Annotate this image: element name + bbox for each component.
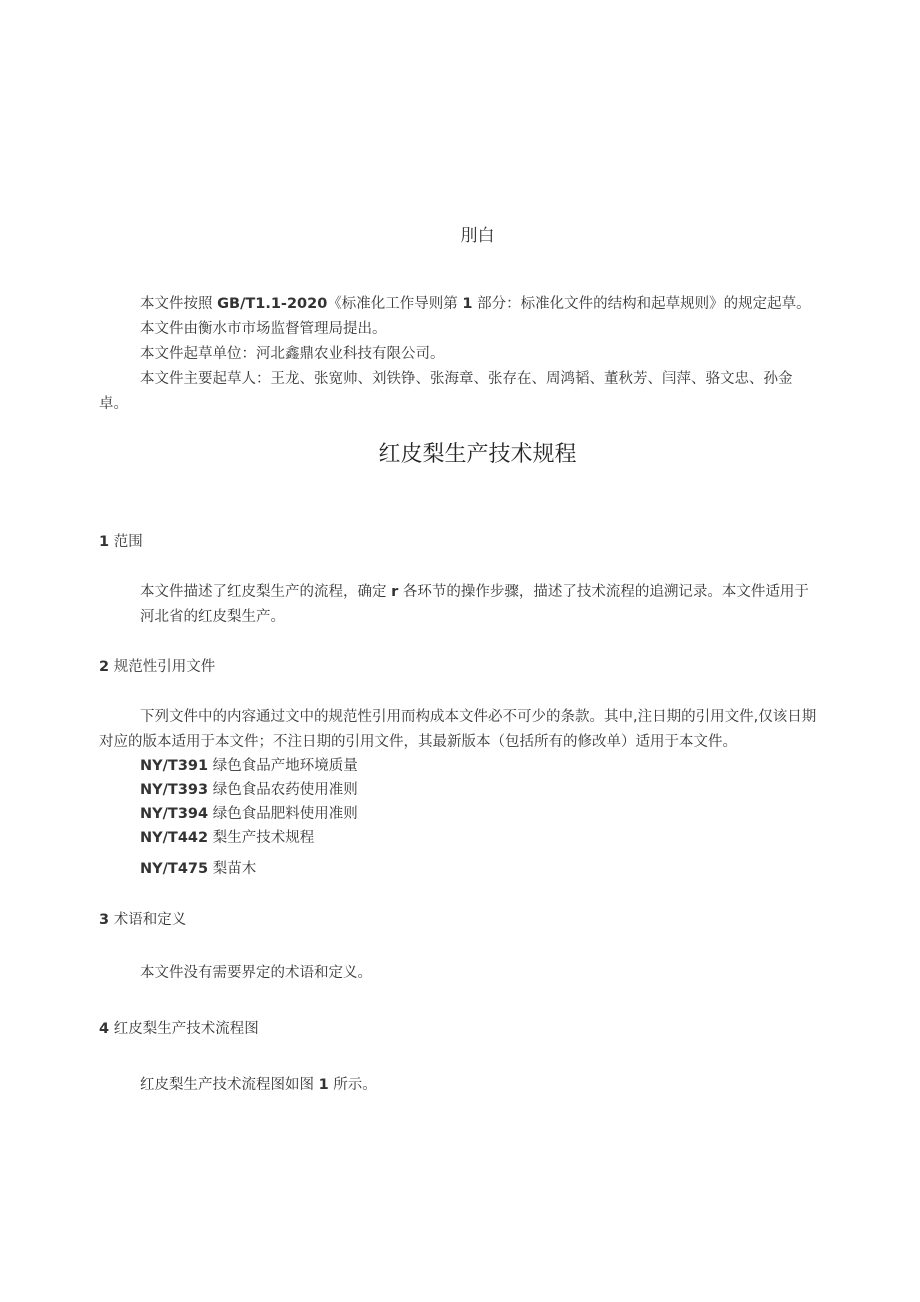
- section-3-title: 术语和定义: [109, 912, 187, 928]
- standard-code: GB/T1.1-2020: [217, 296, 328, 312]
- reference-title: 梨苗木: [208, 861, 257, 877]
- section-1-heading: [99, 530, 143, 554]
- section-1-paragraph-line2: 河北省的红皮梨生产。: [140, 609, 285, 625]
- preface-paragraph-3: 本文件起草单位：河北鑫鼎农业科技有限公司。: [140, 346, 445, 362]
- reference-code: NY/T394: [140, 806, 209, 822]
- reference-code: NY/T391: [140, 758, 209, 774]
- section-2-number: 2: [99, 659, 110, 675]
- preface-paragraph-4: 本文件主要起草人：王龙、张宽帅、刘铁铮、张海章、张存在、周鸿韬、董秋芳、闫萍、骆文忠、孙金: [140, 371, 793, 387]
- reference-title: 绿色食品农药使用准则: [208, 782, 358, 798]
- section-3-number: 3: [99, 912, 110, 928]
- section-1-r: r: [391, 584, 399, 600]
- preface-p1-post: 部分：标准化文件的结构和起草规则》的规定起草。: [472, 296, 811, 312]
- reference-code: NY/T475: [140, 861, 209, 877]
- section-2-heading: [99, 655, 215, 679]
- preface-paragraph-1: [140, 292, 811, 316]
- section-2-paragraph: 下列文件中的内容通过文中的规范性引用而构成本文件必不可少的条款。其中,注日期的引用文件,仅该日期: [140, 709, 817, 725]
- section-4-text-post: 所示。: [328, 1077, 377, 1093]
- section-1-paragraph: [140, 580, 809, 604]
- reference-code: NY/T393: [140, 782, 209, 798]
- section-1-number: 1: [99, 534, 110, 550]
- section-2-paragraph-line2: 对应的版本适用于本文件；不注日期的引用文件，其最新版本（包括所有的修改单）适用于本文件。: [99, 734, 737, 750]
- reference-item: [140, 826, 314, 850]
- preface-paragraph-4-cont: 卓。: [99, 396, 128, 412]
- section-4-number: 4: [99, 1021, 110, 1037]
- section-4-title: 红皮梨生产技术流程图: [109, 1021, 259, 1037]
- part-number: 1: [462, 296, 473, 312]
- section-2-title: 规范性引用文件: [109, 659, 216, 675]
- reference-title: 绿色食品肥料使用准则: [208, 806, 358, 822]
- section-3-paragraph: 本文件没有需要界定的术语和定义。: [140, 965, 372, 981]
- preface-p1-pre: 本文件按照: [140, 296, 218, 312]
- section-4-paragraph: [140, 1073, 377, 1097]
- document-title: 红皮梨生产技术规程: [378, 442, 577, 467]
- reference-item: [140, 857, 256, 881]
- reference-title: 梨生产技术规程: [208, 830, 315, 846]
- figure-number: 1: [318, 1077, 329, 1093]
- section-4-text-pre: 红皮梨生产技术流程图如图: [140, 1077, 319, 1093]
- section-1-title: 范围: [109, 534, 143, 550]
- preface-title: 刖白: [460, 226, 495, 246]
- section-3-heading: [99, 908, 186, 932]
- section-4-heading: [99, 1017, 259, 1041]
- reference-item: [140, 802, 358, 826]
- section-1-line1-post: 各环节的操作步骤，描述了技术流程的追溯记录。本文件适用于: [398, 584, 809, 600]
- reference-item: [140, 778, 358, 802]
- preface-paragraph-2: 本文件由衡水市市场监督管理局提出。: [140, 321, 387, 337]
- section-1-line1-pre: 本文件描述了红皮梨生产的流程，确定: [140, 584, 392, 600]
- reference-item: [140, 754, 358, 778]
- reference-title: 绿色食品产地环境质量: [208, 758, 358, 774]
- preface-p1-mid: 《标准化工作导则第: [327, 296, 463, 312]
- reference-code: NY/T442: [140, 830, 209, 846]
